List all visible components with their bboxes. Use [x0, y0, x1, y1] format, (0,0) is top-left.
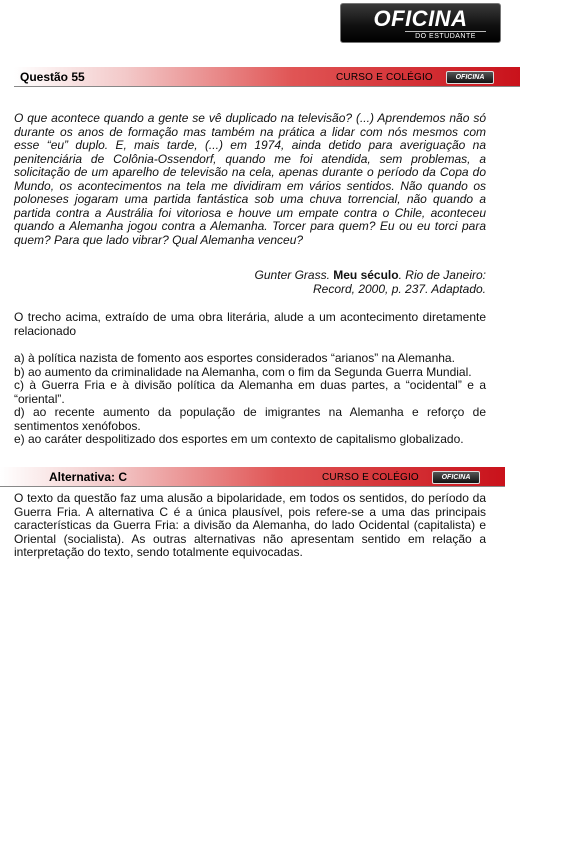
option-e: e) ao caráter despolitizado dos esportes em um contexto de capitalismo globalizado. — [14, 432, 464, 446]
source-author: Gunter Grass. — [254, 268, 330, 282]
question-header-bar — [14, 67, 520, 87]
source-work: Meu século — [333, 268, 399, 282]
options-list — [14, 352, 486, 447]
answer-header-bar — [0, 467, 505, 487]
course-label: CURSO E COLÉGIO — [322, 472, 419, 483]
option-a: a) à política nazista de fomento aos esportes considerados “arianos” na Alemanha. — [14, 351, 455, 365]
passage-source — [180, 268, 486, 296]
option-d: d) ao recente aumento da população de imigrantes na Alemanha e reforço de sentimentos xenófobos. — [14, 405, 486, 433]
course-label: CURSO E COLÉGIO — [336, 72, 433, 83]
logo-main-text: OFICINA — [373, 6, 468, 31]
option-c: c) à Guerra Fria e à divisão política da Alemanha em duas partes, a “ocidental” e a “oriental”. — [14, 378, 486, 406]
answer-label: Alternativa: C — [49, 470, 128, 484]
passage-text: O que acontece quando a gente se vê duplicado na televisão? (...) Aprendemos não só durante os anos de formação mas também na prática a lidar com nós mesmos com esse “eu” duplo. E, mais tarde, (...) em 1974, ainda detido para averiguação na penitenciária de Colônia-Ossendorf, quando me foi atendida, sem problemas, a solicitação de um aparelho de televisão na cela, apenas durante o período da Copa do Mundo, os acontecimentos na tela me dividiram em vários sentidos. Não quando os poloneses jogaram uma partida fantástica sob uma chuva torrencial, não quando a partida contra a Austrália foi vitoriosa e houve um empate contra o Chile, aconteceu quando a Alemanha jogou contra a Alemanha. Torcer para quem? Eu ou eu torci para quem? Para que lado vibrar? Qual Alemanha venceu? — [14, 111, 486, 247]
mini-logo: OFICINA — [432, 471, 480, 484]
option-b: b) ao aumento da criminalidade na Alemanha, com o fim da Segunda Guerra Mundial. — [14, 364, 472, 379]
source-line2: Record, 2000, p. 237. Adaptado. — [312, 282, 486, 296]
oficina-logo — [340, 3, 501, 43]
question-number: Questão 55 — [20, 70, 85, 84]
explanation-text: O texto da questão faz uma alusão a bipolaridade, em todos os sentidos, do período da Guerra Fria. A alternativa C é a única plausível, pois refere-se a uma das principais características da Guerra Fria: a divisão da Alemanha, do lado Ocidental (capitalista) e Oriental (socialista). As outras alternativas não apresentam sentido em relação a interpretação do texto, sendo totalmente equivocadas. — [14, 491, 486, 559]
source-rest: . Rio de Janeiro: — [398, 268, 486, 282]
logo-sub-text: DO ESTUDANTE — [405, 31, 486, 41]
mini-logo: OFICINA — [446, 71, 494, 84]
question-text: O trecho acima, extraído de uma obra literária, alude a um acontecimento diretamente relacionado — [14, 310, 486, 338]
